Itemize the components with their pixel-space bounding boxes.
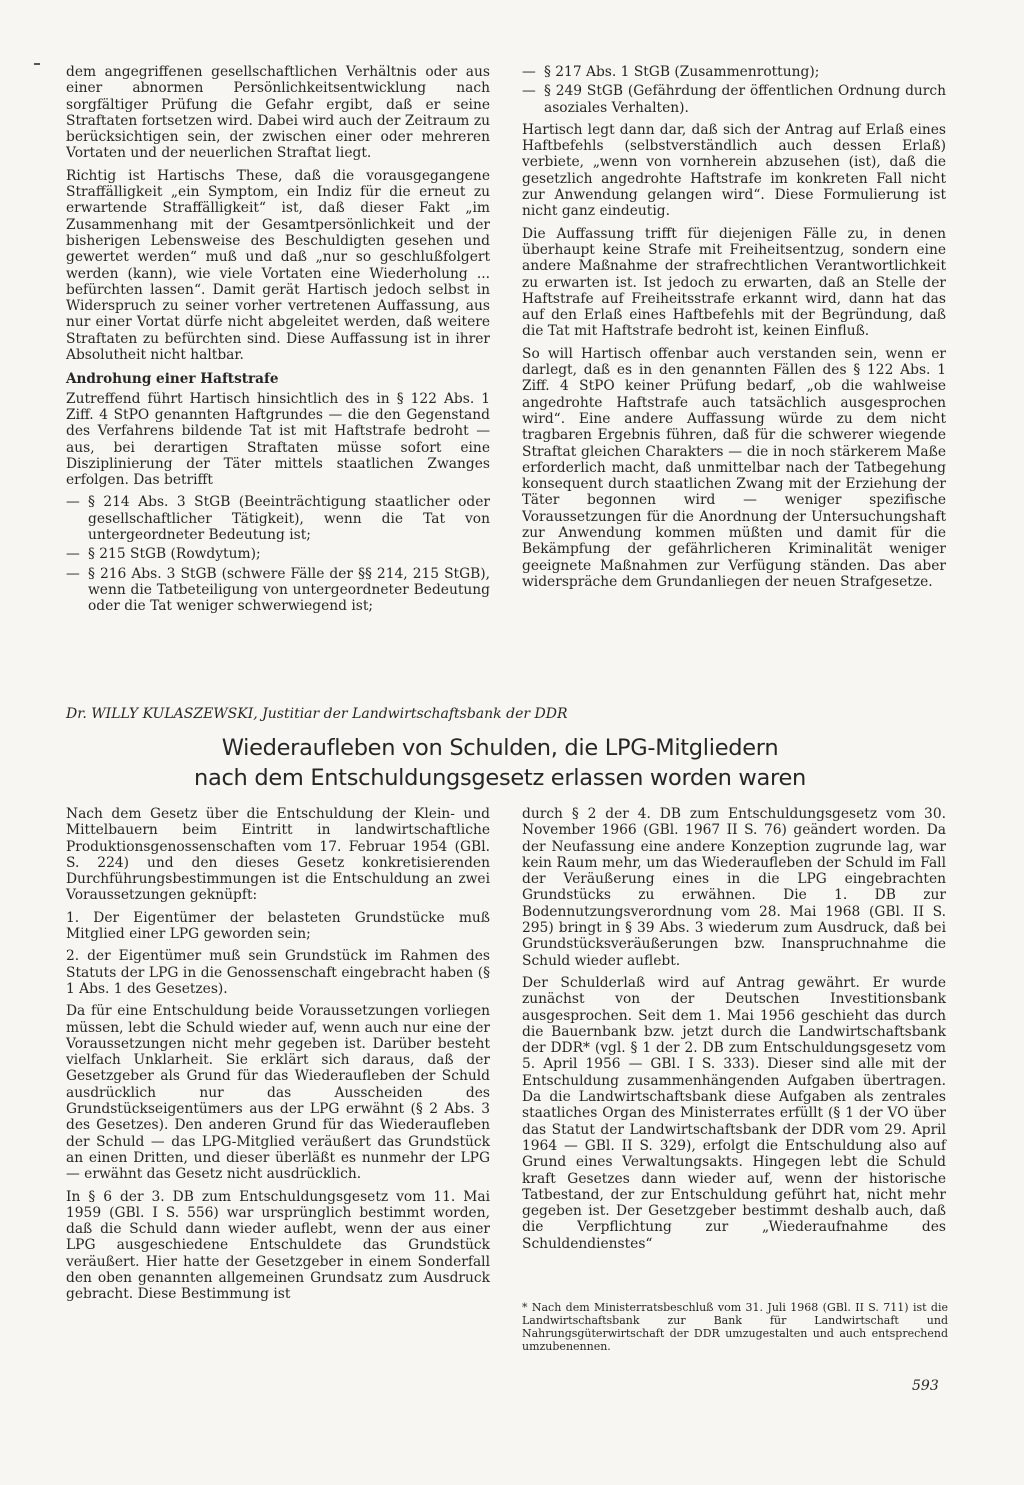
article-title <box>120 733 880 793</box>
numbered-item: 1. Der Eigentümer der belasteten Grundstücke muß Mitglied einer LPG geworden sein; <box>66 909 490 943</box>
paragraph: durch § 2 der 4. DB zum Entschuldungsgesetz vom 30. November 1966 (GBl. 1967 II S. 76) geändert worden. Da der Neufassung eine andere Konzeption zugrunde lag, war kein Raum mehr, um das Wiederaufleben der Schuld im Fall der Veräußerung eines in die LPG eingebrachten Grundstücks zu erwähnen. Die 1. DB zur Bodennutzungsverordnung vom 28. Mai 1968 (GBl. II S. 295) bringt in § 39 Abs. 3 wiederum zum Ausdruck, daß bei Grundstücksveräußerungen bzw. Inanspruchnahme die Schuld wieder auflebt. <box>522 806 946 969</box>
paragraph: Zutreffend führt Hartisch hinsichtlich des in § 122 Abs. 1 Ziff. 4 StPO genannten Haftgrundes — die den Gegenstand des Verfahrens bildende Tat ist mit Haftstrafe bedroht — aus, bei derartigen Straftaten müsse sofort eine Disziplinierung der Täter mittels staatlichen Zwanges erfolgen. Das betrifft <box>66 390 490 489</box>
paragraph: In § 6 der 3. DB zum Entschuldungsgesetz vom 11. Mai 1959 (GBl. I S. 556) war ursprünglich bestimmt worden, daß die Schuld dann wieder auflebt, wenn der aus einer LPG ausgeschiedene Entschuldete das Grundstück veräußert. Hier hatte der Gesetzgeber in einem Sonderfall den oben genannten allgemeinen Grundsatz zum Ausdruck gebracht. Diese Bestimmung ist <box>66 1188 490 1303</box>
numbered-item: 2. der Eigentümer muß sein Grundstück im Rahmen des Statuts der LPG in die Genossenschaft eingebracht haben (§ 1 Abs. 1 des Gesetzes). <box>66 948 490 997</box>
paragraph: Die Auffassung trifft für diejenigen Fälle zu, in denen überhaupt keine Strafe mit Freiheitsentzug, sondern eine andere Maßnahme der strafrechtlichen Verantwortlichkeit zu erwarten ist. Ist jedoch zu erwarten, daß an Stelle der Haftstrafe auf Freiheitsstrafe erkannt wird, dann hat das auf den Erlaß eines Haftbefehls mit der Begründung, daß die Tat mit Haftstrafe bedroht ist, keinen Einfluß. <box>522 225 946 340</box>
paragraph: dem angegriffenen gesellschaftlichen Verhältnis oder aus einer abnormen Persönlichkeitsentwicklung nach sorgfältiger Prüfung die Gefahr ergibt, daß er seine Straftaten fortsetzen wird. Dabei wird auch der Zeitraum zu berücksichtigen sein, der zwischen einer oder mehreren Vortaten und der neuerlichen Straftat liegt. <box>66 64 490 162</box>
article-title-line-1: Wiederaufleben von Schulden, die LPG-Mitgliedern <box>221 735 779 761</box>
paragraph: Der Schulderlaß wird auf Antrag gewährt. Er wurde zunächst von der Deutschen Investitionsbank ausgesprochen. Seit dem 1. Mai 1956 geschieht das durch die Bauernbank bzw. jetzt durch die Landwirtschaftsbank der DDR* (vgl. § 1 der 2. DB zum Entschuldungsgesetz vom 5. April 1956 — GBl. I S. 333). Dieser sind alle mit der Entschuldung zusammenhängenden Aufgaben übertragen. Da die Landwirtschaftsbank diese Aufgaben als zentrales staatliches Organ des Ministerrates erfüllt (§ 1 der VO über das Statut der Landwirtschaftsbank der DDR vom 29. April 1964 — GBl. II S. 329), erfolgt die Entschuldung also auf Grund eines Verwaltungsakts. Hingegen lebt die Schuld kraft Gesetzes dann wieder auf, wenn der historische Tatbestand, der zur Entschuldung geführt hat, nicht mehr gegeben ist. Der Gesetzgeber bestimmt deshalb auch, daß die Verpflichtung zur „Wiederaufnahme des Schuldendienstes“ <box>522 974 946 1252</box>
paragraph: So will Hartisch offenbar auch verstanden sein, wenn er darlegt, daß es in den genannten Fällen des § 122 Abs. 1 Ziff. 4 StPO keiner Prüfung bedarf, „ob die wahlweise angedrohte Haftstrafe auch tatsächlich ausgesprochen wird“. Eine andere Auffassung würde zu dem nicht tragbaren Ergebnis führen, daß für die schwerer wiegende Straftat gleichen Charakters — die in noch stärkerem Maße erforderlich macht, daß unmittelbar nach der Tatbegehung konsequent durch staatlichen Zwang mit der Erziehung der Täter begonnen wird — weniger spezifische Voraussetzungen für die Anordnung der Untersuchungshaft zur Anwendung kommen müßten und damit für die Bekämpfung der gefährlicheren Kriminalität weniger geeignete Maßnahmen zur Verfügung ständen. Das aber widerspräche dem Grundanliegen der neuen Strafgesetze. <box>522 345 946 590</box>
list-item: — § 216 Abs. 3 StGB (schwere Fälle der §§ 214, 215 StGB), wenn die Tatbeteiligung von untergeordneter Bedeutung oder die Tat weniger schwerwiegend ist; <box>66 566 490 615</box>
paragraph: Richtig ist Hartischs These, daß die vorausgegangene Straffälligkeit „ein Symptom, ein Indiz für die erneut zu erwartende Straffälligkeit“ ist, daß dieser Fakt „im Zusammenhang mit der Gesamtpersönlichkeit und der bisherigen Lebensweise des Beschuldigten gesehen und gewertet werden“ muß und daß „nur so geschlußfolgert werden (kann), wie viele Vortaten eine Wiederholung ... befürchten lassen“. Damit gerät Hartisch jedoch selbst in Widerspruch zu seiner vorher vertretenen Auffassung, aus nur einer Vortat dürfe nicht abgeleitet werden, daß weitere Straftaten zu befürchten sind. Diese Auffassung ist in ihrer Absolutheit nicht haltbar. <box>66 167 490 364</box>
top-right-column <box>522 64 946 596</box>
list-item: — § 217 Abs. 1 StGB (Zusammenrottung); <box>522 64 946 80</box>
margin-mark <box>34 63 40 65</box>
footnote: * Nach dem Ministerratsbeschluß vom 31. Juli 1968 (GBl. II S. 711) ist die Landwirtschaftsbank zur Bank für Landwirtschaft und Nahrungsgüterwirtschaft der DDR umzugestalten und auch entsprechend umzubenennen. <box>522 1301 948 1353</box>
article-byline: Dr. WILLY KULASZEWSKI, Justitiar der Landwirtschaftsbank der DDR <box>66 706 568 722</box>
paragraph: Nach dem Gesetz über die Entschuldung der Klein- und Mittelbauern beim Eintritt in landwirtschaftliche Produktionsgenossenschaften vom 17. Februar 1954 (GBl. S. 224) und den dieses Gesetz konkretisierenden Durchführungsbestimmungen ist die Entschuldung an zwei Voraussetzungen geknüpft: <box>66 806 490 904</box>
list-item: — § 249 StGB (Gefährdung der öffentlichen Ordnung durch asoziales Verhalten). <box>522 83 946 116</box>
statute-list <box>66 494 490 614</box>
article-left-column <box>66 806 490 1309</box>
paragraph: Da für eine Entschuldung beide Voraussetzungen vorliegen müssen, lebt die Schuld wieder auf, wenn auch nur eine der Voraussetzungen nicht mehr gegeben ist. Darüber besteht vielfach Unklarheit. Sie erklärt sich daraus, daß der Gesetzgeber als Grund für das Wiederaufleben der Schuld ausdrücklich nur das Ausscheiden des Grundstückseigentümers aus der LPG erwähnt (§ 2 Abs. 3 des Gesetzes). Den anderen Grund für das Wiederaufleben der Schuld — das LPG-Mitglied veräußert das Grundstück an einen Dritten, und dieser überläßt es nunmehr der LPG — erwähnt das Gesetz nicht ausdrücklich. <box>66 1003 490 1183</box>
statute-list-continued <box>522 64 946 116</box>
page-number: 593 <box>912 1378 939 1394</box>
article-title-line-2: nach dem Entschuldungsgesetz erlassen worden waren <box>194 765 806 791</box>
paragraph: Hartisch legt dann dar, daß sich der Antrag auf Erlaß eines Haftbefehls (selbstverständlich auch dessen Erlaß) verbiete, „wenn von vornherein abzusehen (ist), daß die gesetzlich angedrohte Haftstrafe im konkreten Fall nicht zur Anwendung gelangen wird“. Diese Formulierung ist nicht ganz eindeutig. <box>522 121 946 220</box>
list-item: — § 215 StGB (Rowdytum); <box>66 546 490 562</box>
section-subheading: Androhung einer Haftstrafe <box>66 371 279 388</box>
article-right-column <box>522 806 946 1258</box>
top-left-column <box>66 64 490 621</box>
list-item: — § 214 Abs. 3 StGB (Beeinträchtigung staatlicher oder gesellschaftlicher Tätigkeit), wenn die Tat von untergeordneter Bedeutung ist; <box>66 494 490 543</box>
